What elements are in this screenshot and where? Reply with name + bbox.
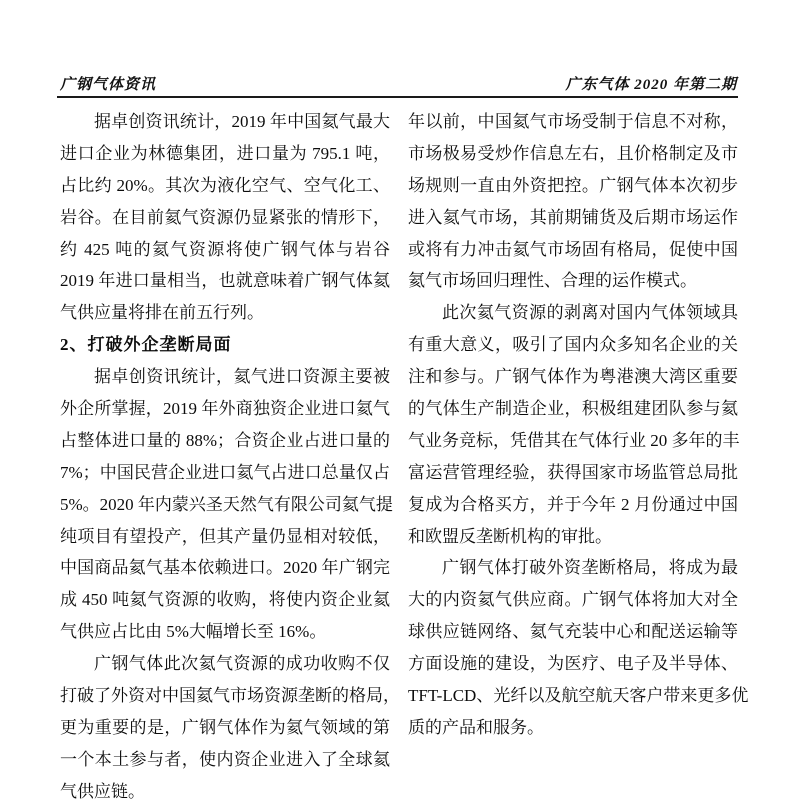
text-line: 广钢气体打破外资垄断格局，将成为最 [442,558,738,578]
text-line: 富运营管理经验，获得国家市场监管总局批 [408,462,738,482]
right-column [408,106,749,805]
text-line: 此次氦气资源的剥离对国内气体领域具 [442,303,738,323]
text-line: 质的产品和服务。 [408,717,544,737]
text-line: 进口企业为林德集团，进口量为 795.1 吨， [60,143,390,163]
text-line: 7%；中国民营企业进口氦气占进口总量仅占 [60,462,390,482]
text-line: 约 425 吨的氦气资源将使广钢气体与岩谷 [60,239,390,259]
text-line: 据卓创资讯统计，2019 年中国氦气最大 [94,112,390,131]
text-line: 市场极易受炒作信息左右，且价格制定及市 [408,143,738,163]
text-line: 广钢气体此次氦气资源的成功收购不仅 [94,654,390,674]
text-line: 外企所掌握，2019 年外商独资企业进口氦气 [60,399,390,419]
text-line: 注和参与。广钢气体作为粤港澳大湾区重要 [408,367,738,387]
text-line: 纯项目有望投产，但其产量仍显相对较低， [60,526,390,546]
text-line: 球供应链网络、氦气充装中心和配送运输等 [408,622,738,642]
text-line: 岩谷。在目前氦气资源仍显紧张的情形下， [60,207,390,227]
text-line: 复成为合格买方，并于今年 2 月份通过中国 [408,494,738,514]
text-line: 气供应链。 [60,781,145,801]
text-line: 气供应量将排在前五行列。 [60,303,264,323]
text-line: 的气体生产制造企业，积极组建团队参与氦 [408,399,738,419]
text-line: TFT-LCD、光纤以及航空航天客户带来更多优 [408,686,749,706]
text-line: 大的内资氦气供应商。广钢气体将加大对全 [408,590,738,610]
text-line: 氦气市场回归理性、合理的运作模式。 [408,271,697,291]
text-line: 中国商品氦气基本依赖进口。2020 年广钢完 [60,558,390,578]
text-line: 成 450 吨氦气资源的收购，将使内资企业氦 [60,590,390,610]
text-line: 或将有力冲击氦气市场固有格局，促使中国 [408,239,738,259]
text-line: 气供应占比由 5%大幅增长至 16%。 [60,622,327,642]
text-line: 2019 年进口量相当，也就意味着广钢气体氦 [60,271,390,291]
text-line: 年以前，中国氦气市场受制于信息不对称， [408,112,738,131]
text-line: 占整体进口量的 88%；合资企业占进口量的 [60,430,390,450]
header-publication-title: 广钢气体资讯 [60,77,157,93]
text-line: 占比约 20%。其次为液化空气、空气化工、 [60,175,390,195]
text-line: 一个本土参与者，使内资企业进入了全球氦 [60,749,390,769]
running-header [60,72,737,94]
text-line: 打破了外资对中国氦气市场资源垄断的格局， [60,686,400,706]
text-line: 有重大意义，吸引了国内众多知名企业的关 [408,335,738,355]
header-divider-rule [57,96,738,98]
left-column [60,106,400,805]
header-issue-label: 广东气体 2020 年第二期 [565,77,737,93]
text-line: 场规则一直由外资把控。广钢气体本次初步 [408,175,738,195]
text-line: 和欧盟反垄断机构的审批。 [408,526,612,546]
text-line: 气业务竞标，凭借其在气体行业 20 多年的丰 [408,430,740,450]
text-line: 进入氦气市场，其前期铺货及后期市场运作 [408,207,738,227]
section-heading-line: 2、打破外企垄断局面 [60,335,232,355]
text-line: 方面设施的建设，为医疗、电子及半导体、 [408,654,738,674]
text-line: 更为重要的是，广钢气体作为氦气领域的第 [60,717,390,737]
body-columns [60,106,749,805]
text-line: 据卓创资讯统计，氦气进口资源主要被 [94,367,390,387]
text-line: 5%。2020 年内蒙兴圣天然气有限公司氦气提 [60,494,393,514]
